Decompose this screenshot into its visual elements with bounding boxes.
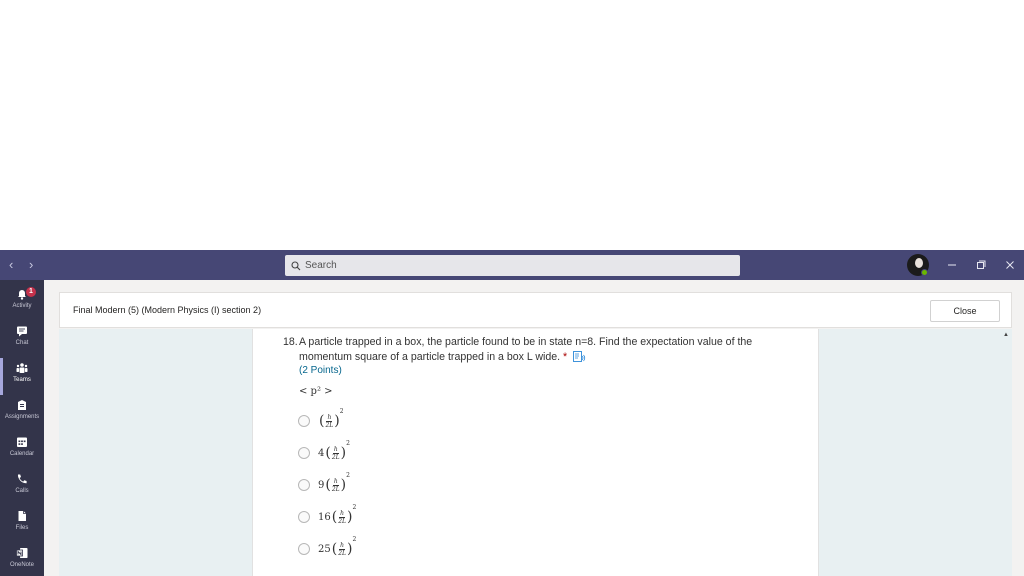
radio-button[interactable] — [298, 479, 310, 491]
restore-icon[interactable] — [974, 257, 988, 273]
exponent: 2 — [352, 503, 357, 511]
rail-label-chat: Chat — [15, 340, 29, 346]
notification-badge: 1 — [26, 287, 36, 297]
chevron-left-icon[interactable]: ‹ — [9, 257, 14, 272]
question-number: 18. — [283, 336, 298, 348]
radio-button[interactable] — [298, 415, 310, 427]
close-button[interactable]: Close — [930, 300, 1000, 322]
main-content — [44, 280, 1024, 576]
option-coefficient: 25 — [318, 543, 331, 555]
rail-item-onenote[interactable] — [0, 543, 44, 576]
rail-item-activity[interactable] — [0, 284, 44, 321]
onenote-icon — [16, 547, 28, 559]
immersive-reader-icon[interactable] — [573, 351, 586, 367]
teams-icon — [16, 362, 28, 374]
form-body[interactable] — [59, 329, 1012, 576]
app-rail — [0, 280, 44, 576]
assignments-icon — [16, 399, 28, 411]
scrollbar[interactable] — [1000, 329, 1012, 576]
rail-label-activity: Activity — [12, 303, 32, 309]
close-icon[interactable] — [1003, 257, 1017, 273]
radio-button[interactable] — [298, 447, 310, 459]
teams-window — [0, 250, 1024, 576]
option-label: ( $\frac{h}{2L}$ ) 2 — [319, 407, 344, 429]
rail-label-calls: Calls — [15, 488, 29, 494]
fraction: $\frac{h}{2L}$ — [331, 477, 340, 493]
presence-available-icon — [921, 269, 928, 276]
fraction: $\frac{h}{2L}$ — [338, 541, 347, 557]
rail-item-assignments[interactable] — [0, 395, 44, 432]
rail-label-assignments: Assignments — [4, 414, 40, 420]
option-label: 4 ( $\frac{h}{2L}$ ) 2 — [318, 439, 350, 461]
fraction: $\frac{h}{2L}$ — [331, 445, 340, 461]
file-icon — [16, 510, 28, 522]
scroll-up-icon[interactable]: ▲ — [1003, 332, 1009, 338]
question-points: (2 Points) — [299, 365, 342, 376]
rail-label-files: Files — [15, 525, 29, 531]
exponent: 2 — [352, 535, 357, 543]
exponent: 2 — [339, 407, 344, 415]
blank-area — [0, 0, 1024, 250]
rail-item-calendar[interactable] — [0, 432, 44, 469]
answer-option[interactable] — [298, 535, 357, 558]
answer-option[interactable] — [298, 471, 350, 494]
question-body: A particle trapped in a box, the particle found to be in state n=8. Find the expectation value of the momentum square of a particle trapped in a box L wide. — [299, 336, 753, 363]
answer-option[interactable] — [298, 439, 350, 462]
rail-label-teams: Teams — [13, 377, 31, 383]
expectation-label: < p² > — [299, 386, 333, 397]
fraction: $\frac{h}{2L}$ — [325, 413, 334, 429]
option-coefficient: 4 — [318, 447, 325, 459]
form-header — [59, 292, 1012, 328]
radio-button[interactable] — [298, 543, 310, 555]
option-label: 16 ( $\frac{h}{2L}$ ) 2 — [318, 503, 357, 525]
search-icon — [291, 261, 301, 271]
chat-icon — [16, 325, 28, 337]
phone-icon — [16, 473, 28, 485]
fraction: $\frac{h}{2L}$ — [338, 509, 347, 525]
radio-button[interactable] — [298, 511, 310, 523]
question-text — [283, 335, 783, 367]
option-label: 9 ( $\frac{h}{2L}$ ) 2 — [318, 471, 350, 493]
required-mark: * — [563, 351, 568, 363]
rail-item-teams[interactable] — [0, 358, 44, 395]
option-coefficient: 16 — [318, 511, 331, 523]
rail-item-files[interactable] — [0, 506, 44, 543]
search-box[interactable] — [285, 255, 740, 276]
exponent: 2 — [346, 439, 350, 447]
minimize-icon[interactable] — [945, 257, 959, 273]
avatar-face — [915, 258, 923, 268]
rail-item-calls[interactable] — [0, 469, 44, 506]
form-title: Final Modern (5) (Modern Physics (I) section 2) — [73, 305, 262, 315]
option-coefficient: 9 — [318, 479, 325, 491]
rail-item-chat[interactable] — [0, 321, 44, 358]
search-input[interactable] — [305, 260, 725, 271]
rail-label-calendar: Calendar — [9, 451, 35, 457]
answer-option[interactable] — [298, 503, 357, 526]
answer-option[interactable] — [298, 407, 344, 430]
chevron-right-icon[interactable]: › — [29, 257, 34, 272]
calendar-icon — [16, 436, 28, 448]
rail-label-onenote: OneNote — [9, 562, 34, 568]
title-bar — [0, 250, 1024, 280]
question-card — [252, 329, 819, 576]
option-label: 25 ( $\frac{h}{2L}$ ) 2 — [318, 535, 357, 557]
exponent: 2 — [346, 471, 350, 479]
